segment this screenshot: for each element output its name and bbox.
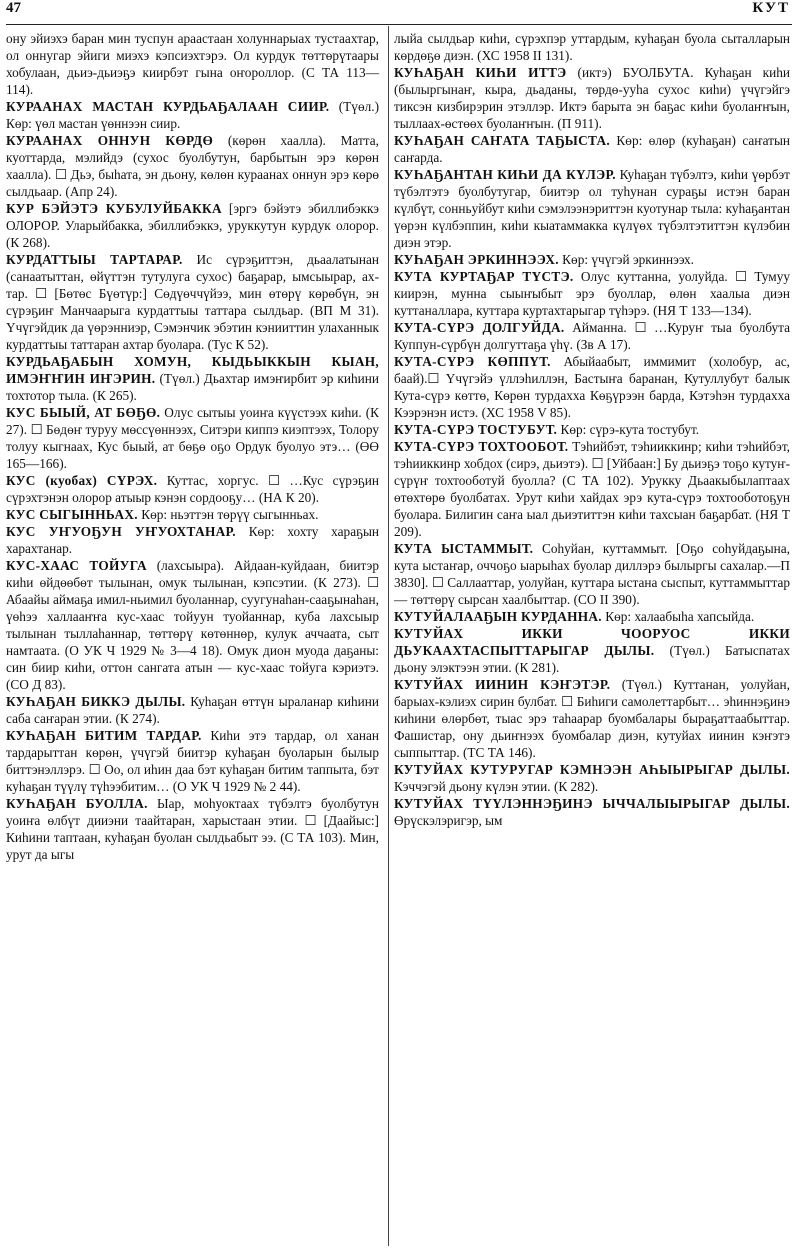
entry-headword: КУТУЙАХ ТҮҮЛЭННЭҔИНЭ ЫЧЧАЛЫЫРЫГАР ДЫЛЫ. (394, 796, 790, 811)
entry-definition: (Түөл.) Куттанан, уолуйан, барыах-кэлиэх сирин булбат. ☐ Биһиги самолеттарбыт… эһиннэҕинэ киһини өлөрбөт, тыас эрэ таһаарар буомбалары быраҕаттаабыттар. Фашистар, ону дьиҥнээх буомбалар диэн, кутуйах иинин кэҥэтэ сыппыттар. (ТС ТА 146). (394, 677, 790, 760)
entry-definition: Олус сытыы уоиҥа күүстээх киһи. (К 27). ☐ Бөдөҥ туруу мөссүөннээх, Ситэри киппэ киэптээх, Толору толуу кыгнаах, Кус быый, ат бөҕө оҕо Ордук буолуо этэ… (ӨӨ 165—166). (6, 405, 379, 471)
entry-headword: КУРААНАХ ОННУН КӨРДӨ (6, 133, 214, 148)
dictionary-entry (6, 353, 379, 404)
entry-definition: (көрөн хаалла). Матта, куоттарда, мэлийдэ (сухос буолбутун, барбытын эрэ көрөн хаалла). ☐ Дьэ, быһата, эн дьону, көлөн кураанах оннун эрэ көрө сылдьаар. (Апр 24). (6, 133, 379, 199)
dictionary-entry (6, 98, 379, 132)
entry-definition: Көр: халаабыһа хапсыйда. (601, 609, 755, 624)
left-column (6, 30, 379, 863)
entry-definition: Абыйаабыт, иммимит (холобур, ас, баай).☐ Үчүгэйэ үллэһиллэн, Бастыҥа баранан, Кутуллубут балык Кута-сүрэ көттө, Көрөн турдахха Көҕүрээн барда, Кэтэһэн турдахха Кээрэнэн истэ. (ХС 1958 V 85). (394, 354, 790, 420)
dictionary-entry (394, 761, 790, 795)
entry-definition: Киһи этэ тардар, ол ханан тардарыттан көрөн, үчүгэй биитэр куһаҕан буоларын былыр биттэнэллэрэ. ☐ Оо, ол иһин даа бэт куһаҕан битим таппыта, бэт куһаҕан түүлү түһээбитим… (О УК Ч 1929 № 2 44). (6, 728, 379, 794)
dictionary-entry (6, 523, 379, 557)
entry-definition: Көр: ньэттэн төрүү сыгынньах. (137, 507, 319, 522)
entry-definition: (Түөл.) Көр: үөл мастан үөннээн сиир. (6, 99, 379, 131)
entry-headword: КУТА-СҮРЭ ТОХТООБОТ. (394, 439, 569, 454)
entry-definition: Куһаҕан өттүн ыраланар киһини саба саҥаран этии. (К 274). (6, 694, 379, 726)
entry-definition: Көр: сүрэ-кута тостубут. (557, 422, 700, 437)
entry-headword: КУС-ХААС ТОЙУГА (6, 558, 147, 573)
entry-definition: (лахсыыра). Айдаан-куйдаан, биитэр киһи өйдөөбөт тылынан, омук тылынан, кэпсэтии. (К 273). ☐ Абаайы аймаҕа имил-ньимил буоланнар, суугунаһан-сааҕынаһан, үөһээ халлааҥҥа кус-хаас тойуун туойаннар, куба лахсыыр тылынан тыллаһаннар, төттөрү көтөннөр, кулук аччаата, сыт намтаата. (О УК Ч 1929 № 3—4 18). Омук дион муода даҕаны: син биир киһи, оттон сангата атын — кус-хаас тойуга кэриэтэ. (СО Д 83). (6, 558, 379, 692)
entry-headword: КУҺАҔАНТАН КИҺИ ДА КҮЛЭР. (394, 167, 616, 182)
entry-definition: Көр: үчүгэй эркиннээх. (558, 252, 694, 267)
entry-definition: Көр: өлөр (куһаҕан) саҥатын саҥарда. (394, 133, 790, 165)
dictionary-entry (6, 200, 379, 251)
entry-definition: Өрүскэлэригэр, ым (394, 813, 503, 828)
entry-definition: Соһуйан, куттаммыт. [Оҕо соһуйдаҕына, кута ыстаҥар, оччоҕо ыарыһах буолар диллэрэ былыргы сахалар.—П 3830]. ☐ Саллааттар, уолуйан, куттара ыстана сыспыт, куттаммыттар — төттөрү сырсан хаалбыттар. (СО II 390). (394, 541, 790, 607)
running-head: КУТ (752, 0, 790, 16)
dictionary-entry (394, 795, 790, 829)
entry-definition: Кэччэгэй дьону күлэн этии. (К 282). (394, 779, 599, 794)
header-rule (6, 24, 792, 25)
entry-headword: КУС (куобах) СҮРЭХ. (6, 473, 158, 488)
dictionary-entry (394, 608, 790, 625)
entry-headword: КУРДАТТЫЫ ТАРТАРАР. (6, 252, 183, 267)
entry-definition: Айманна. ☐ …Куруҥ тыа буолбута Куппун-сүрбүн долгуттаҕа үһү. (Зв А 17). (394, 320, 790, 352)
column-separator (388, 26, 389, 1246)
dictionary-entry (6, 795, 379, 863)
dictionary-entry (394, 319, 790, 353)
entry-headword: КУР БЭЙЭТЭ КУБУЛУЙБАККА (6, 201, 222, 216)
entry-definition: Ыар, моһуоктаах түбэлтэ буолбутун уоиҥа өлбүт дииэни таайтаран, харыстаан этии. ☐ [Даайыс:] Киһини таптаан, куһаҕан буолан сылдьабыт ээ. (С ТА 103). Мин, урут да ыгы (6, 796, 379, 862)
dictionary-entry (394, 438, 790, 540)
dictionary-entry (6, 727, 379, 795)
entry-headword: КУТУЙАХ ИККИ ЧООРУОС ИККИ ДЬУКААХТАСПЫТТАРЫГАР ДЫЛЫ. (394, 626, 790, 658)
entry-headword: КУТА-СҮРЭ КӨППҮТ. (394, 354, 551, 369)
dictionary-entry (6, 251, 379, 353)
dictionary-entry (6, 693, 379, 727)
dictionary-entry (6, 132, 379, 200)
entry-definition: Олус куттанна, уолуйда. ☐ Тумуу киирэн, мунна сыыҥыбыт эрэ буоллар, өлөн хаалыа диэн куттаналлара, куттара куртахтарыгар түһэрэ. (НЯ Т 133—134). (394, 269, 790, 318)
page-header (0, 0, 800, 22)
dictionary-entry (394, 251, 790, 268)
entry-definition: Куттас, хоргус. ☐ …Кус сүрэҕин сүрэхтэнэн олорор атыыр кэнэн сордооҕу… (НА К 20). (6, 473, 379, 505)
entry-definition: Ис сүрэҕиттэн, дьаалатынан (санаатыттан, өйүттэн тутулуга сухос) баҕарар, ымсыырар, ахтар. ☐ [Бөтөс Бүөтүр:] Сөдүөччүйээ, мин өтөрү көрөбүн, эн сүрэҕиҥ Манчаарыга курдаттыы таттара сылдьар. (ВП М 31). Үчүгэйдик да үөрэнниэр, Сэмэнчик эбэтин кэнииттин улаханнык курдаттыы таттаран ахтар буолара. (Тус К 52). (6, 252, 379, 352)
entry-headword: КУҺАҔАН САҤАТА ТАҔЫСТА. (394, 133, 611, 148)
entry-headword: КУТА КУРТАҔАР ТҮСТЭ. (394, 269, 574, 284)
entry-headword: КУС УҤУОҔУН УҤУОХТАНАР. (6, 524, 236, 539)
entry-headword: КУРААНАХ МАСТАН КУРДЬАҔАЛААН СИИР. (6, 99, 330, 114)
entry-headword: КУТУЙАХ КУТУРУГАР КЭМНЭЭН АҺЫЫРЫГАР ДЫЛЫ. (394, 762, 790, 777)
dictionary-entry (394, 166, 790, 251)
entry-headword: КУРДЬАҔАБЫН ХОМУН, КЫДЬЫККЫН КЫАН, ИМЭҤҤИН ИҤЭРИН. (6, 354, 379, 386)
dictionary-entry (394, 625, 790, 676)
dictionary-entry (6, 472, 379, 506)
entry-headword: КУҺАҔАН БУОЛЛА. (6, 796, 148, 811)
dictionary-entry (394, 268, 790, 319)
dictionary-entry (6, 404, 379, 472)
entry-definition: [эргэ бэйэтэ эбиллибэккэ ОЛОРОР. Уларыйбакка, эбиллибэккэ, уруккутун курдук олорор. (К 268). (6, 201, 379, 250)
dictionary-entry (394, 64, 790, 132)
entry-headword: КУТА ЫСТАММЫТ. (394, 541, 534, 556)
entry-definition: Тэһийбэт, тэһииккинр; киһи тэһийбэт, тэһииккинр хобдох (сирэ, дьиэтэ). ☐ [Уйбаан:] Бу дьиэҕэ тоҕо кутуҥ-сүрүҥ тохтооботуй буолла? (С ТА 102). Урукку Дьаакыбылаптаах өтөхтөрө буолбатах. Урут киһи хайдах эрэ кута-сүрэ тохтооботоҕун буолара. Билигин саҥа ыал дьиэтиттэн киһи тахсыан баҕарбат. (НЯ Т 209). (394, 439, 790, 539)
dictionary-entry (6, 506, 379, 523)
entry-headword: КУҺАҔАН БИТИМ ТАРДАР. (6, 728, 202, 743)
entry-headword: КУҺАҔАН БИККЭ ДЫЛЫ. (6, 694, 186, 709)
entry-definition: Көр: хохту хараҕын харахтанар. (6, 524, 380, 556)
dictionary-entry (6, 557, 379, 693)
dictionary-entry (394, 353, 790, 421)
page-number: 47 (6, 0, 21, 16)
entry-headword: КУҺАҔАН ЭРКИННЭЭХ. (394, 252, 559, 267)
entry-headword: КУС СЫГЫННЬАХ. (6, 507, 138, 522)
entry-definition: (Түөл.) Батыспатах дьону элэктээн этии. (К 281). (394, 643, 791, 675)
entry-definition: ону эйиэхэ баран мин туспун араастаан холуннарыах тустаахтар, ол оннугар эйиги миэхэ кэпсиэхтэрэ. Ол курдук төттөрүтаары хобулаан, дьиэ-дьиэҕэ киирбэт гына оҥороллор. (С ТА 113—114). (6, 31, 379, 97)
entry-headword: КУТА-СҮРЭ ДОЛГУЙДА. (394, 320, 565, 335)
entry-definition: лыйа сылдьар киһи, сүрэхпэр уттардым, куһаҕан буола сыталларын көрдөҕө диэн. (ХС 1958 II 131). (394, 31, 790, 63)
dictionary-entry (394, 540, 790, 608)
entry-headword: КУТУЙАЛААҔЫН КУРДАННА. (394, 609, 602, 624)
dictionary-entry (394, 132, 790, 166)
entry-definition: (иктэ) БУОЛБУТА. Куһаҕан киһи (былыргынаҥ, кыра, дьаданы, төрдө-ууһа сухос киһи) үчүгэйгэ тиксэн кизбирэрин этэллэр. Иктэ барыта эн баҕас киһи буолаҥҥын, тыллаах-өстөөх буолаҥҥын. (П 911). (394, 65, 790, 131)
entry-definition: (Түөл.) Дьахтар имэҥирбит эр киһини тохтотор тыла. (К 265). (6, 371, 379, 403)
entry-definition: Куһаҕан түбэлтэ, киһи үөрбэт түбэлтэтэ буолбутугар, биитэр ол туһунан сураҕы истэн баран күлбүт, сонньуйбут киһи сэмэлээнэриттэн куотунар тыла: куһаҕантан үөрэн күлбэппин, киһи кыатаммакка күлүөх түбэлтэтиттэн күлэбин диэн этэр. (394, 167, 790, 250)
dictionary-entry (394, 421, 790, 438)
entry-headword: КУС БЫЫЙ, АТ БӨҔӨ. (6, 405, 161, 420)
entry-headword: КУТА-СҮРЭ ТОСТУБУТ. (394, 422, 558, 437)
entry-headword: КУҺАҔАН КИҺИ ИТТЭ (394, 65, 567, 80)
right-column (394, 30, 790, 829)
dictionary-entry (6, 30, 379, 98)
entry-headword: КУТУЙАХ ИИНИН КЭҤЭТЭР. (394, 677, 611, 692)
dictionary-entry (394, 30, 790, 64)
dictionary-entry (394, 676, 790, 761)
